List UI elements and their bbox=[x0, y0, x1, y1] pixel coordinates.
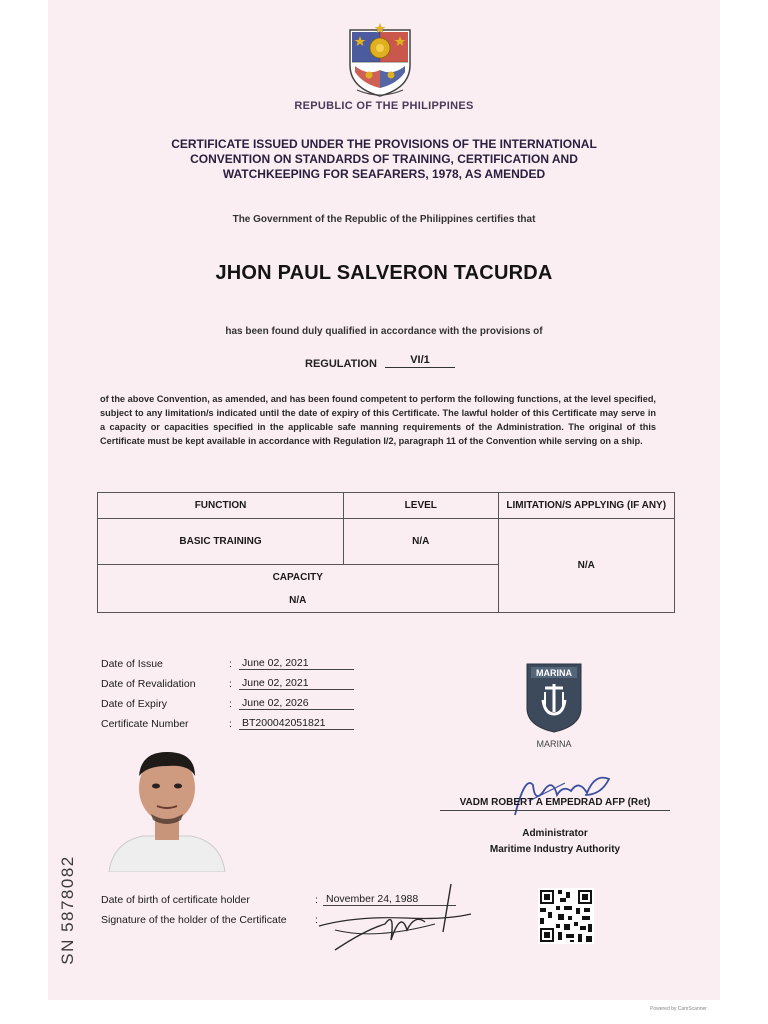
colon: : bbox=[229, 698, 232, 710]
colon: : bbox=[229, 678, 232, 690]
competence-paragraph: of the above Convention, as amended, and has been found competent to perform the following functions, at the level specified, subject to any limitation/s indicated until the date of expiry of this Certificate. The lawful holder of this Certificate may serve in a capacity or capacities specified in the applicable safe manning requirements of the Administration. The original of this Certificate must be kept available in accordance with Regulation I/2, paragraph 11 of the Convention while serving on a ship. bbox=[100, 394, 656, 446]
marina-label: MARINA bbox=[536, 739, 572, 749]
holder-signature-icon bbox=[315, 880, 475, 960]
regulation-value: VI/1 bbox=[385, 354, 455, 368]
function-header: FUNCTION bbox=[98, 493, 344, 519]
date-label: Date of Revalidation bbox=[101, 678, 196, 690]
certifies-text: The Government of the Republic of the Philippines certifies that bbox=[232, 214, 536, 225]
qualified-text: has been found duly qualified in accordance with the provisions of bbox=[225, 326, 543, 337]
birth-value: November 24, 1988 bbox=[323, 893, 456, 906]
serial-number bbox=[53, 845, 83, 975]
signatory-title: Administrator bbox=[522, 828, 588, 839]
date-value: June 02, 2021 bbox=[239, 677, 354, 690]
colon: : bbox=[229, 718, 232, 730]
level-header: LEVEL bbox=[344, 493, 498, 519]
date-label: Certificate Number bbox=[101, 718, 189, 730]
function-value: BASIC TRAINING bbox=[98, 519, 344, 565]
philippine-seal-icon bbox=[345, 20, 415, 98]
date-of-issue-row bbox=[101, 650, 354, 670]
serial-number-text: SN 5878082 bbox=[58, 855, 77, 965]
holder-photo bbox=[103, 744, 231, 872]
certificate-heading: CERTIFICATE ISSUED UNDER THE PROVISIONS OF THE INTERNATIONAL CONVENTION ON STANDARDS OF TRAINING, CERTIFICATION AND WATCHKEEPING FOR SEAFARERS, 1978, AS AMENDED bbox=[171, 137, 597, 181]
signatory-title-block bbox=[460, 826, 650, 858]
date-label: Date of Issue bbox=[101, 658, 163, 670]
certificate-number-value: BT200042051821 bbox=[239, 717, 354, 730]
date-value: June 02, 2026 bbox=[239, 697, 354, 710]
colon: : bbox=[315, 914, 318, 926]
function-table bbox=[97, 492, 675, 613]
limitations-header: LIMITATION/S APPLYING (IF ANY) bbox=[498, 493, 675, 519]
administrator-signature-icon bbox=[505, 765, 625, 820]
marina-logo-icon bbox=[525, 662, 583, 734]
dates-block bbox=[101, 650, 354, 730]
date-of-revalidation-row bbox=[101, 670, 354, 690]
qr-code-icon bbox=[538, 888, 594, 944]
marina-logo-text: MARINA bbox=[536, 668, 572, 678]
holder-signature-label: Signature of the holder of the Certificate bbox=[101, 914, 287, 926]
signatory-name: VADM ROBERT A EMPEDRAD AFP (Ret) bbox=[440, 797, 670, 811]
capacity-value: N/A bbox=[289, 594, 307, 606]
certificate-number-row bbox=[101, 710, 354, 730]
limitations-value: N/A bbox=[498, 519, 675, 613]
date-label: Date of Expiry bbox=[101, 698, 167, 710]
capacity-header: CAPACITY bbox=[272, 571, 323, 583]
scanner-footer: Powered by CamScanner bbox=[650, 1006, 707, 1012]
birth-label: Date of birth of certificate holder bbox=[101, 894, 250, 906]
colon: : bbox=[229, 658, 232, 670]
date-of-expiry-row bbox=[101, 690, 354, 710]
regulation-label: REGULATION bbox=[305, 358, 377, 370]
republic-title: REPUBLIC OF THE PHILIPPINES bbox=[294, 100, 474, 112]
signatory-org: Maritime Industry Authority bbox=[489, 844, 621, 855]
colon: : bbox=[315, 894, 318, 906]
date-value: June 02, 2021 bbox=[239, 657, 354, 670]
holder-name: JHON PAUL SALVERON TACURDA bbox=[215, 262, 553, 284]
capacity-cell bbox=[98, 565, 499, 613]
level-value: N/A bbox=[344, 519, 498, 565]
